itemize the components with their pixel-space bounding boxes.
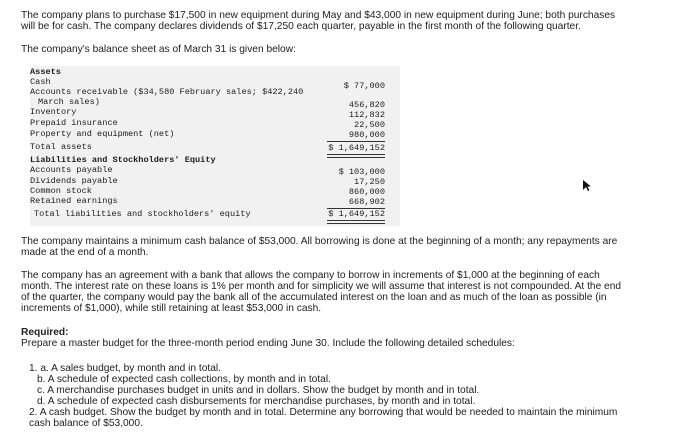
bank-line-1: The company has an agreement with a bank that allows the company to borrow in increments of $1,000 at the beginning of each — [21, 270, 600, 281]
ap-label: Accounts payable — [30, 165, 113, 175]
ar-value: 456,820 — [348, 100, 385, 110]
bank-line-4: increments of $1,000), while still retaining at least $53,000 in cash. — [21, 303, 322, 314]
intro-line-2: will be for cash. The company declares dividends of $17,250 each quarter, payable in the first month of the following quarter. — [21, 21, 581, 32]
required-item-1d: d. A schedule of expected cash disbursements for merchandise purchases, by month and in total. — [37, 396, 476, 407]
required-heading: Required: — [21, 327, 69, 338]
mouse-pointer-icon — [583, 180, 592, 195]
bank-line-2: month. The interest rate on these loans is 1% per month and for simplicity we will assume that interest is not compounded. At the end — [21, 281, 622, 292]
liabilities-header: Liabilities and Stockholders' Equity — [30, 155, 216, 165]
ar-label-line-1: Accounts receivable ($34,580 February sales; $422,240 — [30, 87, 304, 97]
required-item-2-line-2: cash balance of $53,000. — [29, 418, 143, 429]
required-item-1c: c. A merchandise purchases budget in units and in dollars. Show the budget by month and in total. — [37, 385, 480, 396]
ar-label-line-2: March sales) — [38, 97, 100, 107]
total-le-value: $ 1,649,152 — [328, 209, 385, 219]
min-cash-line-2: made at the end of a month. — [21, 247, 149, 258]
retained-earnings-value: 668,902 — [348, 197, 385, 207]
required-item-1a: 1. a. A sales budget, by month and in total. — [29, 363, 221, 374]
retained-earnings-label: Retained earnings — [30, 196, 118, 206]
required-item-1b: b. A schedule of expected cash collections, by month and in total. — [37, 374, 331, 385]
cash-label: Cash — [30, 77, 51, 87]
intro-line-1: The company plans to purchase $17,500 in new equipment during May and $43,000 in new equipment during June; both purchases — [21, 10, 616, 21]
ppe-label: Property and equipment (net) — [30, 129, 175, 139]
dividends-label: Dividends payable — [30, 176, 118, 186]
common-stock-label: Common stock — [30, 186, 92, 196]
bank-line-3: of the quarter, the company would pay the bank all of the accumulated interest on the loan and as much of the loan as possible (in — [21, 292, 607, 303]
balance-sheet — [30, 66, 400, 226]
dividends-value: 17,250 — [354, 177, 385, 187]
ap-value: $ 103,000 — [338, 167, 385, 177]
prepaid-value: 22,500 — [354, 120, 385, 130]
total-assets-value: $ 1,649,152 — [328, 143, 385, 153]
inventory-label: Inventory — [30, 107, 77, 117]
min-cash-line-1: The company maintains a minimum cash balance of $53,000. All borrowing is done at the beginning of a month; any repayments are — [21, 236, 618, 247]
inventory-value: 112,832 — [348, 110, 385, 120]
prepaid-label: Prepaid insurance — [30, 118, 118, 128]
total-le-label: Total liabilities and stockholders' equity — [34, 209, 251, 219]
assets-header: Assets — [30, 67, 61, 77]
cash-value: $ 77,000 — [343, 81, 385, 91]
ppe-underline — [327, 141, 385, 142]
required-item-2-line-1: 2. A cash budget. Show the budget by month and in total. Determine any borrowing that would be needed to maintain the minimum — [29, 407, 618, 418]
total-assets-double-underline — [327, 154, 385, 158]
total-le-double-underline — [327, 220, 385, 224]
total-assets-label: Total assets — [30, 142, 92, 152]
required-line-1: Prepare a master budget for the three-month period ending June 30. Include the following detailed schedules: — [21, 338, 515, 349]
intro-line-3: The company's balance sheet as of March 31 is given below: — [21, 44, 296, 55]
common-stock-value: 860,000 — [348, 187, 385, 197]
ppe-value: 980,000 — [348, 130, 385, 140]
